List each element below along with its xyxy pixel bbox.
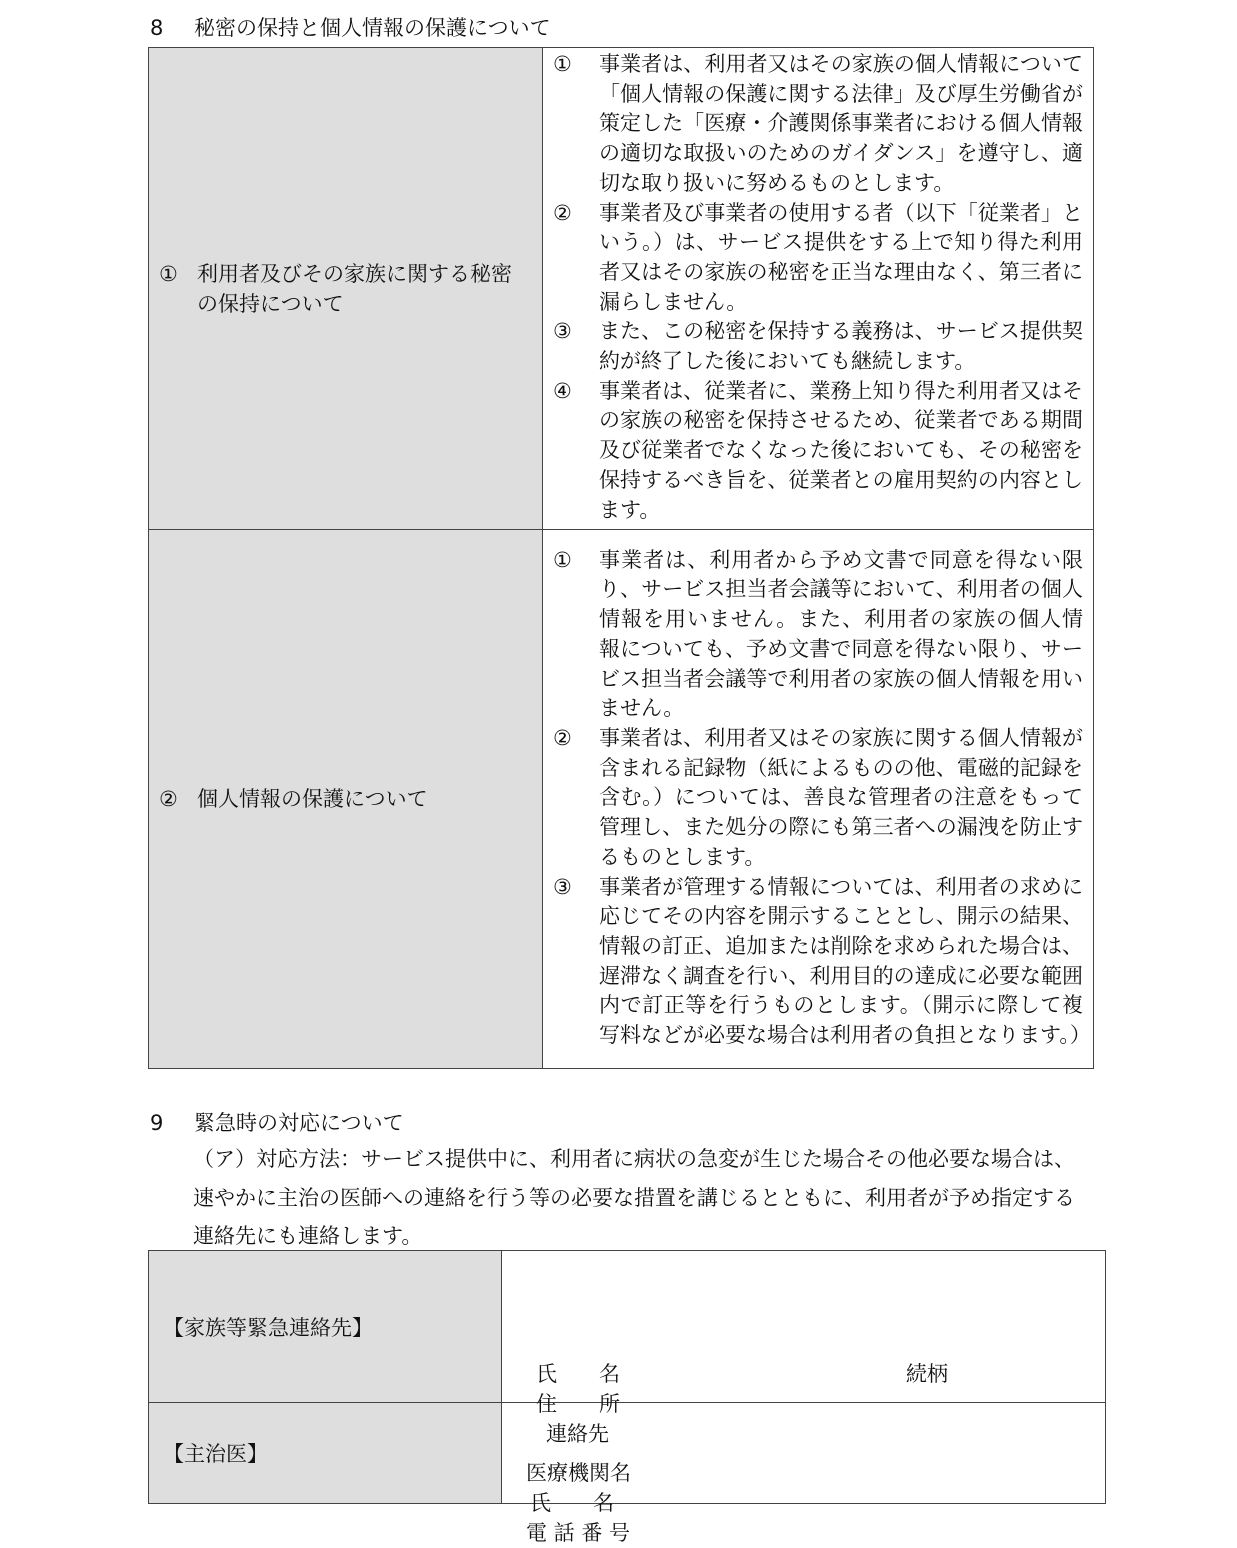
list-item [553, 546, 1083, 724]
item-marker: ④ [553, 378, 572, 403]
item-marker: ③ [553, 874, 572, 899]
row-content-cell [543, 48, 1094, 530]
emergency-contact-table [148, 1250, 1106, 1545]
item-text: 事業者は、利用者又はその家族に関する個人情報が含まれる記録物（紙によるものの他、電磁的記録を含む。）については、善良な管理者の注意をもって管理し、また処分の際にも第三者への漏洩を防止するものとします。 [599, 725, 1083, 869]
item-text: 事業者は、従業者に、業務上知り得た利用者又はその家族の秘密を保持させるため、従業者である期間及び従業者でなくなった後においても、その秘密を保持するべき旨を、従業者との雇用契約の内容とします。 [599, 378, 1083, 522]
list-item [553, 199, 1083, 318]
row-label-marker: ① [159, 261, 178, 286]
item-text: 事業者は、利用者から予め文書で同意を得ない限り、サービス担当者会議等において、利用者の個人情報を用いません。また、利用者の家族の個人情報についても、予め文書で同意を得ない限り、サービス担当者会議等で利用者の家族の個人情報を用いません。 [599, 547, 1083, 721]
list-item [553, 317, 1083, 376]
row-label-text: 利用者及びその家族に関する秘密の保持について [197, 261, 512, 316]
table-row [149, 48, 1094, 530]
item-marker: ② [553, 200, 572, 225]
phone-label: 電 話 番 号 [526, 1521, 631, 1545]
section-8-number: 8 [150, 16, 164, 40]
attending-doctor-label: 【主治医】 [163, 1442, 268, 1466]
family-contact-cell [502, 1251, 1106, 1446]
item-marker: ① [553, 52, 572, 76]
relation-label: 続柄 [906, 1361, 948, 1386]
institution-label: 医療機関名 [526, 1461, 631, 1485]
name-label: 氏 名 [536, 1361, 620, 1386]
section-8-title: 秘密の保持と個人情報の保護について [194, 16, 551, 40]
address-label: 住 所 [536, 1391, 620, 1416]
list-item [553, 724, 1083, 873]
confidentiality-table [148, 47, 1094, 1069]
section-9-heading [150, 1108, 404, 1138]
item-text: 事業者及び事業者の使用する者（以下「従業者」という。）は、サービス提供をする上で知り得た利用者又はその家族の秘密を正当な理由なく、第三者に漏らしません。 [599, 200, 1083, 314]
family-label-cell [149, 1251, 502, 1403]
family-contact-label: 【家族等緊急連絡先】 [163, 1315, 373, 1340]
doctor-label-cell [149, 1403, 502, 1504]
table-row [149, 530, 1094, 1069]
row-label-marker: ② [159, 787, 178, 812]
item-marker: ① [553, 547, 572, 572]
row-label-cell [149, 48, 543, 530]
contact-label: 連絡先 [546, 1421, 609, 1446]
item-marker: ② [553, 725, 572, 750]
list-item [553, 50, 1083, 199]
row-content-cell [543, 530, 1094, 1069]
list-item [553, 377, 1083, 526]
doctor-name-label: 氏 名 [530, 1491, 614, 1515]
item-marker: ③ [553, 319, 572, 344]
item-text: また、この秘密を保持する義務は、サービス提供契約が終了した後においても継続します。 [599, 319, 1083, 374]
row-label-cell [149, 530, 543, 1069]
item-text: 事業者が管理する情報については、利用者の求めに応じてその内容を開示することとし、開示の結果、情報の訂正、追加または削除を求められた場合は、遅滞なく調査を行い、利用目的の達成に必要な範囲内で訂正等を行うものとします。（開示に際して複写料などが必要な場合は利用者の負担となります。） [599, 874, 1091, 1048]
item-text: 事業者は、利用者又はその家族の個人情報について「個人情報の保護に関する法律」及び厚生労働省が策定した「医療・介護関係事業者における個人情報の適切な取扱いのためのガイダンス」を遵守し、適切な取り扱いに努めるものとします。 [599, 52, 1083, 195]
table-row [149, 1251, 1106, 1403]
emergency-procedure-paragraph: （ア）対応方法：サービス提供中に、利用者に病状の急変が生じた場合その他必要な場合は、速やかに主治の医師への連絡を行う等の必要な措置を講じるとともに、利用者が予め指定する連絡先にも連絡します。 [193, 1147, 1075, 1248]
list-item [553, 873, 1091, 1051]
section-9-title: 緊急時の対応について [194, 1111, 404, 1135]
section-8-heading [150, 13, 551, 43]
table-row [149, 1403, 1106, 1504]
row-label-text: 個人情報の保護について [197, 787, 428, 812]
section-9-number: 9 [150, 1111, 164, 1135]
